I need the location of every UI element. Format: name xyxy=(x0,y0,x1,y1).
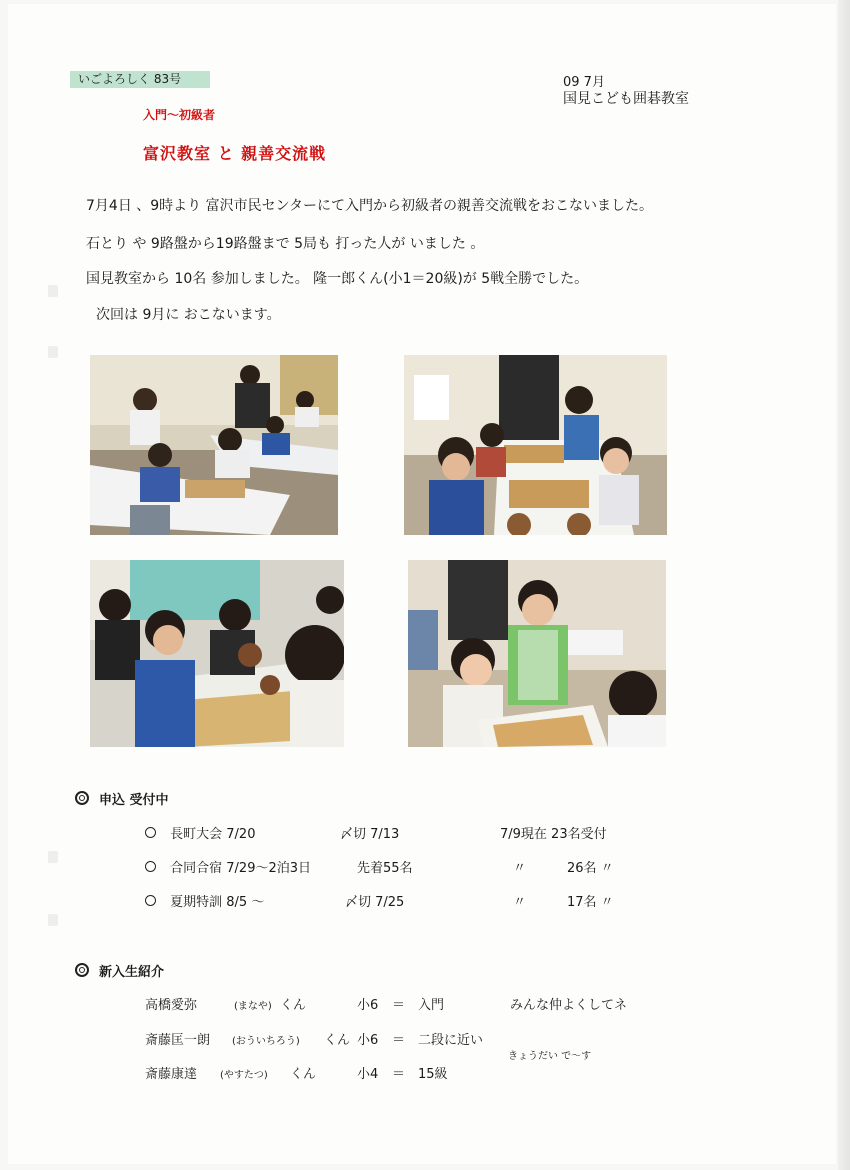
ditto-mark: 〃 xyxy=(513,895,527,910)
newcomer-grade: 小4 xyxy=(357,1067,379,1082)
event-name: 夏期特訓 8/5 ～ xyxy=(170,895,265,910)
newcomer-suffix: くん xyxy=(324,1033,351,1048)
photo-children-playing-go xyxy=(90,560,344,747)
apply-row xyxy=(145,891,264,910)
binder-hole-mark xyxy=(48,285,58,297)
event-detail: 先着55名 xyxy=(357,861,413,876)
photo-boy-blue-shirt-board xyxy=(404,355,667,535)
newcomer-rank: 二段に近い xyxy=(418,1033,484,1048)
newcomer-reading: (やすたつ) xyxy=(220,1070,268,1081)
body-line-4: 次回は 9月に おこないます。 xyxy=(96,307,281,323)
newcomer-reading: (まなや) xyxy=(234,1001,272,1012)
circle-bullet-icon xyxy=(145,861,156,872)
event-name: 長町大会 7/20 xyxy=(170,827,256,842)
binder-hole-mark xyxy=(48,851,58,863)
body-line-2: 石とり や 9路盤から19路盤まで 5局も 打った人が いました 。 xyxy=(86,236,485,252)
body-line-1: 7月4日 、9時より 富沢市民センターにて入門から初級者の親善交流戦をおこないました。 xyxy=(86,198,654,214)
newcomer-suffix: くん xyxy=(280,998,307,1013)
newcomer-suffix: くん xyxy=(290,1067,317,1082)
event-count: 26名 〃 xyxy=(567,861,614,876)
binder-hole-mark xyxy=(48,914,58,926)
level-label: 入門～初級者 xyxy=(143,108,216,122)
page-edge xyxy=(838,0,850,1170)
event-count: 17名 〃 xyxy=(567,895,614,910)
double-circle-icon xyxy=(75,963,89,977)
photo-classroom-tables xyxy=(90,355,338,535)
article-title: 富沢教室 と 親善交流戦 xyxy=(143,144,327,163)
newcomers-heading xyxy=(75,961,164,980)
apply-row xyxy=(145,823,255,842)
apply-heading-text: 申込 受付中 xyxy=(99,793,169,808)
circle-bullet-icon xyxy=(145,895,156,906)
event-name: 合同合宿 7/29～2泊3日 xyxy=(170,861,312,876)
newcomer-name: 斎藤康達 xyxy=(145,1067,198,1082)
equals-sign: ＝ xyxy=(392,1067,406,1082)
apply-heading xyxy=(75,789,169,808)
club-name: 国見こども囲碁教室 xyxy=(563,91,689,107)
double-circle-icon xyxy=(75,791,89,805)
newcomer-rank: 入門 xyxy=(418,998,445,1013)
photo-girls-at-go-board xyxy=(408,560,666,747)
ditto-mark: 〃 xyxy=(513,861,527,876)
issue-date: 09 7月 xyxy=(563,75,605,90)
newcomer-name: 高橋愛弥 xyxy=(145,998,198,1013)
circle-bullet-icon xyxy=(145,827,156,838)
apply-row xyxy=(145,857,311,876)
event-status: 7/9現在 23名受付 xyxy=(500,827,607,842)
newcomer-note: みんな仲よくしてネ xyxy=(510,998,628,1013)
newcomer-grade: 小6 xyxy=(357,998,379,1013)
equals-sign: ＝ xyxy=(392,998,406,1013)
issue-label: いごよろしく 83号 xyxy=(70,71,210,88)
newcomer-reading: (おういちろう) xyxy=(232,1036,300,1047)
body-line-3: 国見教室から 10名 参加しました。 隆一郎くん(小1＝20級)が 5戦全勝でした。 xyxy=(86,271,589,287)
newcomer-name: 斎藤匡一朗 xyxy=(145,1033,211,1048)
newcomer-grade: 小6 xyxy=(357,1033,379,1048)
newcomers-heading-text: 新入生紹介 xyxy=(99,965,165,980)
binder-hole-mark xyxy=(48,346,58,358)
event-detail: 〆切 7/25 xyxy=(345,895,405,910)
newcomer-rank: 15級 xyxy=(418,1067,448,1082)
event-detail: 〆切 7/13 xyxy=(340,827,400,842)
newcomer-note: きょうだい で～す xyxy=(508,1051,592,1062)
equals-sign: ＝ xyxy=(392,1033,406,1048)
